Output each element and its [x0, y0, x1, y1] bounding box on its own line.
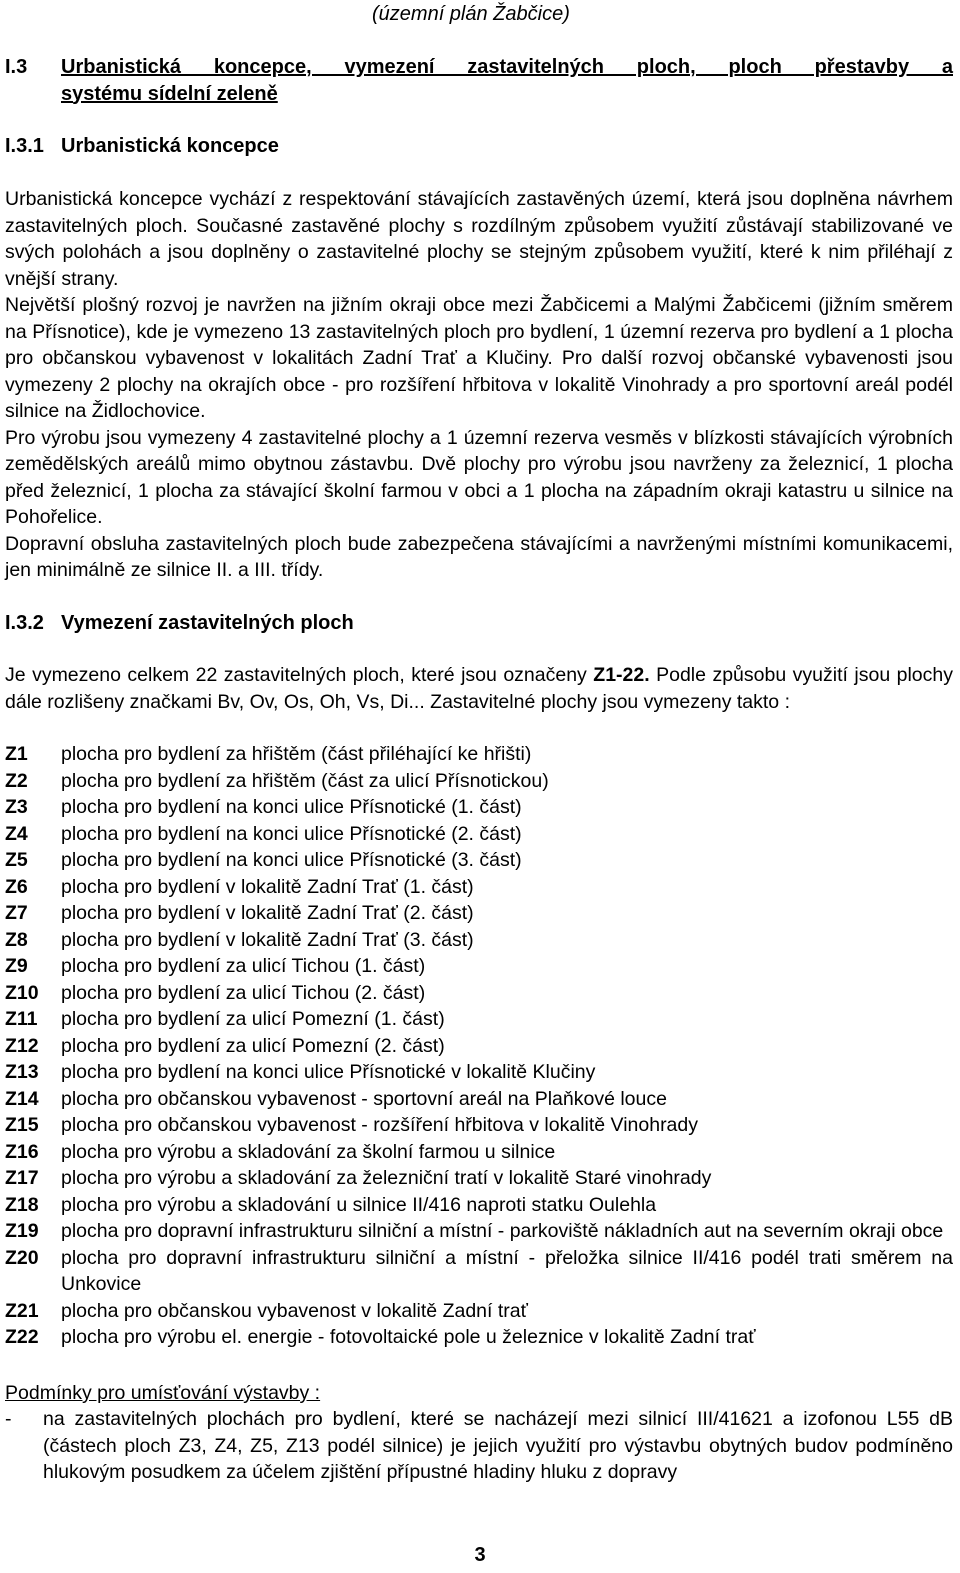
section-number: I.3.2 — [5, 612, 44, 634]
paragraph: Největší plošný rozvoj je navržen na jižním okraji obce mezi Žabčicemi a Malými Žabčicemi (jižním směrem na Přísnotice), kde je vymezeno 13 zastavitelných ploch pro bydlení, 1 územní rezerva pro bydlení a 1 plocha pro občanskou vybavenost v lokalitách Zadní Trať a Klučiny. Pro další rozvoj občanské vybavenosti jsou vymezeny 2 plochy na okrajích obce - pro rozšíření hřbitova v lokalitě Vinohrady a pro sportovní areál podél silnice na Židlochovice. — [5, 294, 953, 422]
area-description: plocha pro občanskou vybavenost v lokalitě Zadní trať — [61, 1299, 528, 1322]
area-item — [5, 953, 953, 980]
area-code: Z13 — [5, 1061, 39, 1083]
section-title: Urbanistická koncepce, vymezení zastavitelných ploch, ploch přestavby a — [61, 56, 953, 78]
area-description: plocha pro bydlení za ulicí Tichou (2. část) — [61, 981, 426, 1004]
area-code: Z3 — [5, 796, 28, 818]
area-code: Z21 — [5, 1299, 39, 1322]
area-code: Z17 — [5, 1167, 39, 1189]
area-item — [5, 1139, 953, 1166]
area-description: plocha pro výrobu a skladování u silnice II/416 naproti statku Oulehla — [61, 1193, 657, 1216]
area-item — [5, 1059, 953, 1086]
area-code: Z10 — [5, 981, 39, 1004]
section-title: Vymezení zastavitelných ploch — [61, 612, 354, 634]
conditions-list — [5, 1406, 953, 1486]
paragraph — [5, 662, 953, 715]
conditions-title: Podmínky pro umísťování výstavby : — [5, 1382, 321, 1404]
area-code: Z4 — [5, 822, 28, 845]
area-description: plocha pro dopravní infrastrukturu silniční a místní - parkoviště nákladních aut na severním okraji obce — [61, 1220, 944, 1242]
area-code: Z19 — [5, 1220, 39, 1242]
condition-item — [5, 1406, 953, 1486]
area-item — [5, 821, 953, 848]
section-heading-i32 — [5, 610, 953, 637]
area-description: plocha pro bydlení za hřištěm (část přiléhající ke hřišti) — [61, 743, 532, 765]
section-heading-i3 — [5, 54, 953, 107]
area-item — [5, 768, 953, 795]
area-item — [5, 1165, 953, 1192]
area-code: Z22 — [5, 1326, 39, 1348]
area-code: Z2 — [5, 769, 28, 792]
area-description: plocha pro bydlení na konci ulice Přísnotické (3. část) — [61, 849, 522, 871]
area-item — [5, 1218, 953, 1245]
area-code: Z11 — [5, 1008, 38, 1030]
area-code: Z6 — [5, 875, 28, 898]
area-description: plocha pro občanskou vybavenost - sportovní areál na Plaňkové louce — [61, 1087, 667, 1110]
area-code: Z5 — [5, 849, 28, 871]
area-description: plocha pro bydlení za ulicí Tichou (1. část) — [61, 955, 426, 977]
page-number: 3 — [474, 1544, 486, 1566]
area-item — [5, 1112, 953, 1139]
urban-concept-text — [5, 186, 953, 584]
area-range: Z1-22. — [593, 664, 650, 686]
paragraph: Pro výrobu jsou vymezeny 4 zastavitelné plochy a 1 územní rezerva vesměs v blízkosti stávajících výrobních zemědělských areálů mimo obytnou zástavbu. Dvě plochy pro výrobu jsou navrženy za železnicí, 1 plocha před železnicí, 1 plocha za stávající školní farmou v obci a 1 plocha na západním okraji katastru u silnice na Pohořelice. — [5, 426, 953, 528]
area-item — [5, 1006, 953, 1033]
area-description: plocha pro bydlení za ulicí Pomezní (1. část) — [61, 1008, 445, 1030]
section-heading-i3-line1 — [5, 54, 953, 81]
area-description: plocha pro bydlení na konci ulice Přísnotické (1. část) — [61, 796, 522, 818]
area-description: plocha pro bydlení na konci ulice Přísnotické (2. část) — [61, 822, 522, 845]
area-code: Z15 — [5, 1114, 39, 1136]
condition-text: na zastavitelných plochách pro bydlení, které se nacházejí mezi silnicí III/41621 a izofonou L55 dB (částech ploch Z3, Z4, Z5, Z13 podél silnice) je jejich využití pro výstavbu obytných budov podmíněno hlukovým posudkem za účelem zjištění přípustné hladiny hluku z dopravy — [43, 1408, 953, 1483]
area-item — [5, 847, 953, 874]
area-item — [5, 1192, 953, 1219]
intro-text: Je vymezeno celkem 22 zastavitelných ploch, které jsou označeny — [5, 664, 594, 686]
areas-intro — [5, 662, 953, 715]
area-item — [5, 741, 953, 768]
section-title: Urbanistická koncepce — [61, 135, 279, 157]
section-heading-i31 — [5, 133, 953, 160]
intro-text: Podle způsobu využití jsou plochy dále rozlišeny značkami Bv, Ov, Os, Oh, Vs, Di... Zastavitelné plochy jsou vymezeny takto : — [5, 664, 953, 713]
area-item — [5, 1298, 953, 1325]
area-code: Z7 — [5, 902, 28, 924]
area-code: Z9 — [5, 955, 28, 977]
area-description: plocha pro bydlení v lokalitě Zadní Trať (2. část) — [61, 902, 474, 924]
area-list — [5, 741, 953, 1351]
area-code: Z16 — [5, 1140, 39, 1163]
area-item — [5, 1245, 953, 1298]
area-item — [5, 794, 953, 821]
area-code: Z1 — [5, 743, 28, 765]
header-note: (územní plán Žabčice) — [372, 3, 570, 25]
area-item — [5, 1086, 953, 1113]
area-description: plocha pro bydlení za ulicí Pomezní (2. část) — [61, 1034, 445, 1057]
section-number: I.3.1 — [5, 135, 44, 157]
area-item — [5, 1033, 953, 1060]
area-description: plocha pro bydlení v lokalitě Zadní Trať (1. část) — [61, 875, 474, 898]
area-description: plocha pro bydlení v lokalitě Zadní Trať (3. část) — [61, 928, 474, 951]
area-description: plocha pro dopravní infrastrukturu silniční a místní - přeložka silnice II/416 podél trati směrem na Unkovice — [61, 1246, 953, 1295]
area-item — [5, 874, 953, 901]
list-dash: - — [5, 1408, 12, 1430]
area-item — [5, 1324, 953, 1351]
section-number: I.3 — [5, 56, 28, 78]
area-code: Z20 — [5, 1246, 39, 1269]
area-code: Z8 — [5, 928, 28, 951]
area-description: plocha pro občanskou vybavenost - rozšíření hřbitova v lokalitě Vinohrady — [61, 1114, 698, 1136]
section-title-line2: systému sídelní zeleně — [61, 82, 278, 105]
area-item — [5, 900, 953, 927]
area-description: plocha pro výrobu a skladování za železniční tratí v lokalitě Staré vinohrady — [61, 1167, 712, 1189]
area-code: Z14 — [5, 1087, 39, 1110]
area-description: plocha pro výrobu el. energie - fotovoltaické pole u železnice v lokalitě Zadní trať — [61, 1326, 756, 1348]
area-item — [5, 980, 953, 1007]
area-item — [5, 927, 953, 954]
area-description: plocha pro bydlení za hřištěm (část za ulicí Přísnotickou) — [61, 769, 549, 792]
paragraph: Urbanistická koncepce vychází z respektování stávajících zastavěných území, která jsou doplněna návrhem zastavitelných ploch. Současné zastavěné plochy s rozdílným způsobem využití zůstávají stabilizované ve svých polohách a jsou doplněny o zastavitelné plochy se stejným způsobem využití, které k nim přiléhají z vnější strany. — [5, 188, 953, 290]
area-code: Z12 — [5, 1034, 39, 1057]
area-code: Z18 — [5, 1193, 39, 1216]
area-description: plocha pro bydlení na konci ulice Přísnotické v lokalitě Klučiny — [61, 1061, 596, 1083]
area-description: plocha pro výrobu a skladování za školní farmou u silnice — [61, 1140, 556, 1163]
paragraph: Dopravní obsluha zastavitelných ploch bude zabezpečena stávajícími a navrženými místními komunikacemi, jen minimálně ze silnice II. a III. třídy. — [5, 532, 953, 581]
